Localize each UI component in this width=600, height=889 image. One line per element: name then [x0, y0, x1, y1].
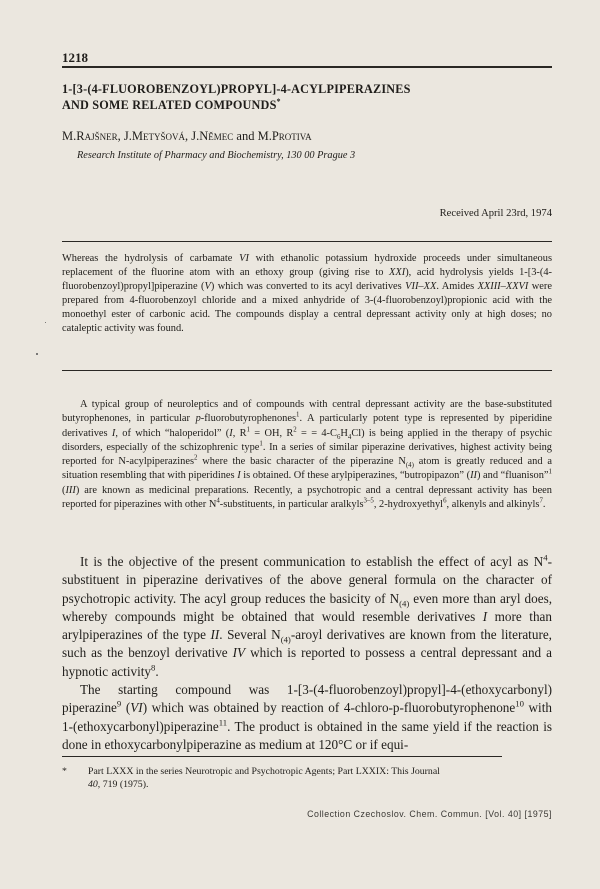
author-4: M.Protiva	[257, 129, 312, 143]
abstract-top-rule	[62, 241, 552, 242]
body-paragraph-1: It is the objective of the present communication to establish the effect of acyl as $N^4$-substituent in piperazine derivatives of the above general formula on the character of psychotropic activity. The acyl group reduces the basicity of $N_{(4)}$ even more than aryl does, whereby compounds might be obtained that would resemble derivatives I more than arylpiperazines of the type II. Several $N_{(4)}$-aroyl derivatives are known from the literature, such as the benzoyl derivative IV which is reported to possess a central depressant and a hypnotic activity$^8$.	[62, 552, 553, 679]
title-footnote-mark: *	[276, 96, 281, 106]
journal-footer: Collection Czechoslov. Chem. Commun. [Vol. 40] [1975]	[307, 809, 552, 819]
author-1: M.Rajšner	[62, 129, 118, 143]
header-rule	[62, 66, 552, 68]
affiliation: Research Institute of Pharmacy and Biochemistry, 130 00 Prague 3	[77, 150, 356, 161]
scan-speck	[45, 322, 46, 323]
abstract-bottom-rule	[62, 370, 552, 371]
scan-speck	[36, 353, 38, 355]
footnote: * Part LXXX in the series Neurotropic and Psychotropic Agents; Part LXXIX: This Journal 40, 719 (1975).	[62, 766, 440, 790]
article-title	[62, 81, 552, 113]
footnote-mark: *	[62, 766, 67, 777]
footnote-rule	[62, 756, 502, 757]
title-line-2: AND SOME RELATED COMPOUNDS*	[62, 96, 281, 112]
received-date: Received April 23rd, 1974	[439, 208, 552, 219]
author-list: M.Rajšner, J.Metyšová, J.Němec and M.Protiva	[62, 129, 312, 143]
author-2: J.Metyšová	[123, 129, 185, 143]
body-text	[62, 553, 552, 754]
abstract: Whereas the hydrolysis of carbamate VI with ethanolic potassium hydroxide proceeds under simultaneous replacement of the fluorine atom with an ethoxy group (giving rise to XXI), acid hydrolysis yields 1-[3-(4-fluorobenzoyl)propyl]piperazine (V) which was converted to its acyl derivatives VII–XX. Amides XXIII–XXVI were prepared from 4-fluorobenzoyl chloride and a mixed anhydride of 3-(4-fluorobenzoyl)propionic acid with the monoethyl ester of carbonic acid. The compounds display a central depressant activity only at high doses; no cataleptic activity was found.	[62, 253, 553, 335]
author-3: J.Němec	[191, 129, 234, 143]
body-paragraph-2: The starting compound was 1-[3-(4-fluorobenzoyl)propyl]-4-(ethoxycarbonyl) piperazine$^9$ (VI) which was obtained by reaction of 4-chloro-p-fluorobutyrophenone$^{10}$ with 1-(ethoxycarbonyl)piperazine$^{11}$. The product is obtained in the same yield if the reaction is done in ethoxycarbonylpiperazine as medium at 120°C or if equi-	[62, 682, 552, 752]
page-number: 1218	[62, 50, 88, 65]
title-line-1: 1-[3-(4-FLUOROBENZOYL)PROPYL]-4-ACYLPIPERAZINES	[62, 82, 411, 96]
intro-paragraph: A typical group of neuroleptics and of compounds with central depressant activity are the base-substituted butyrophenones, in particular p-fluorobutyrophenones$^1$. A particularly potent type is represented by piperidine derivatives I, of which “haloperidol” (I, $R^1$ = OH, $R^2$ = = $4-C_6H_4Cl$) is being applied in the therapy of psychic disorders, especially of the schizophrenic type$^1$. In a series of similar piperazine derivatives, highest activity being reported for N-acylpiperazines$^2$ where the basic character of the piperazine $N_{(4)}$ atom is greatly reduced and a situation resembling that with piperidines I is obtained. Of these arylpiperazines, “butropipazon” (II) and “fluanison”$^1$ (III) are known as medicinal preparations. Recently, a psychotropic and a central depressant activity has been reported for piperazines with other $N^4$-substituents, in particular aralkyls$^{3-5}$, 2-hydroxyethyl$^6$, alkenyls and alkinyls$^7$.	[62, 399, 553, 511]
